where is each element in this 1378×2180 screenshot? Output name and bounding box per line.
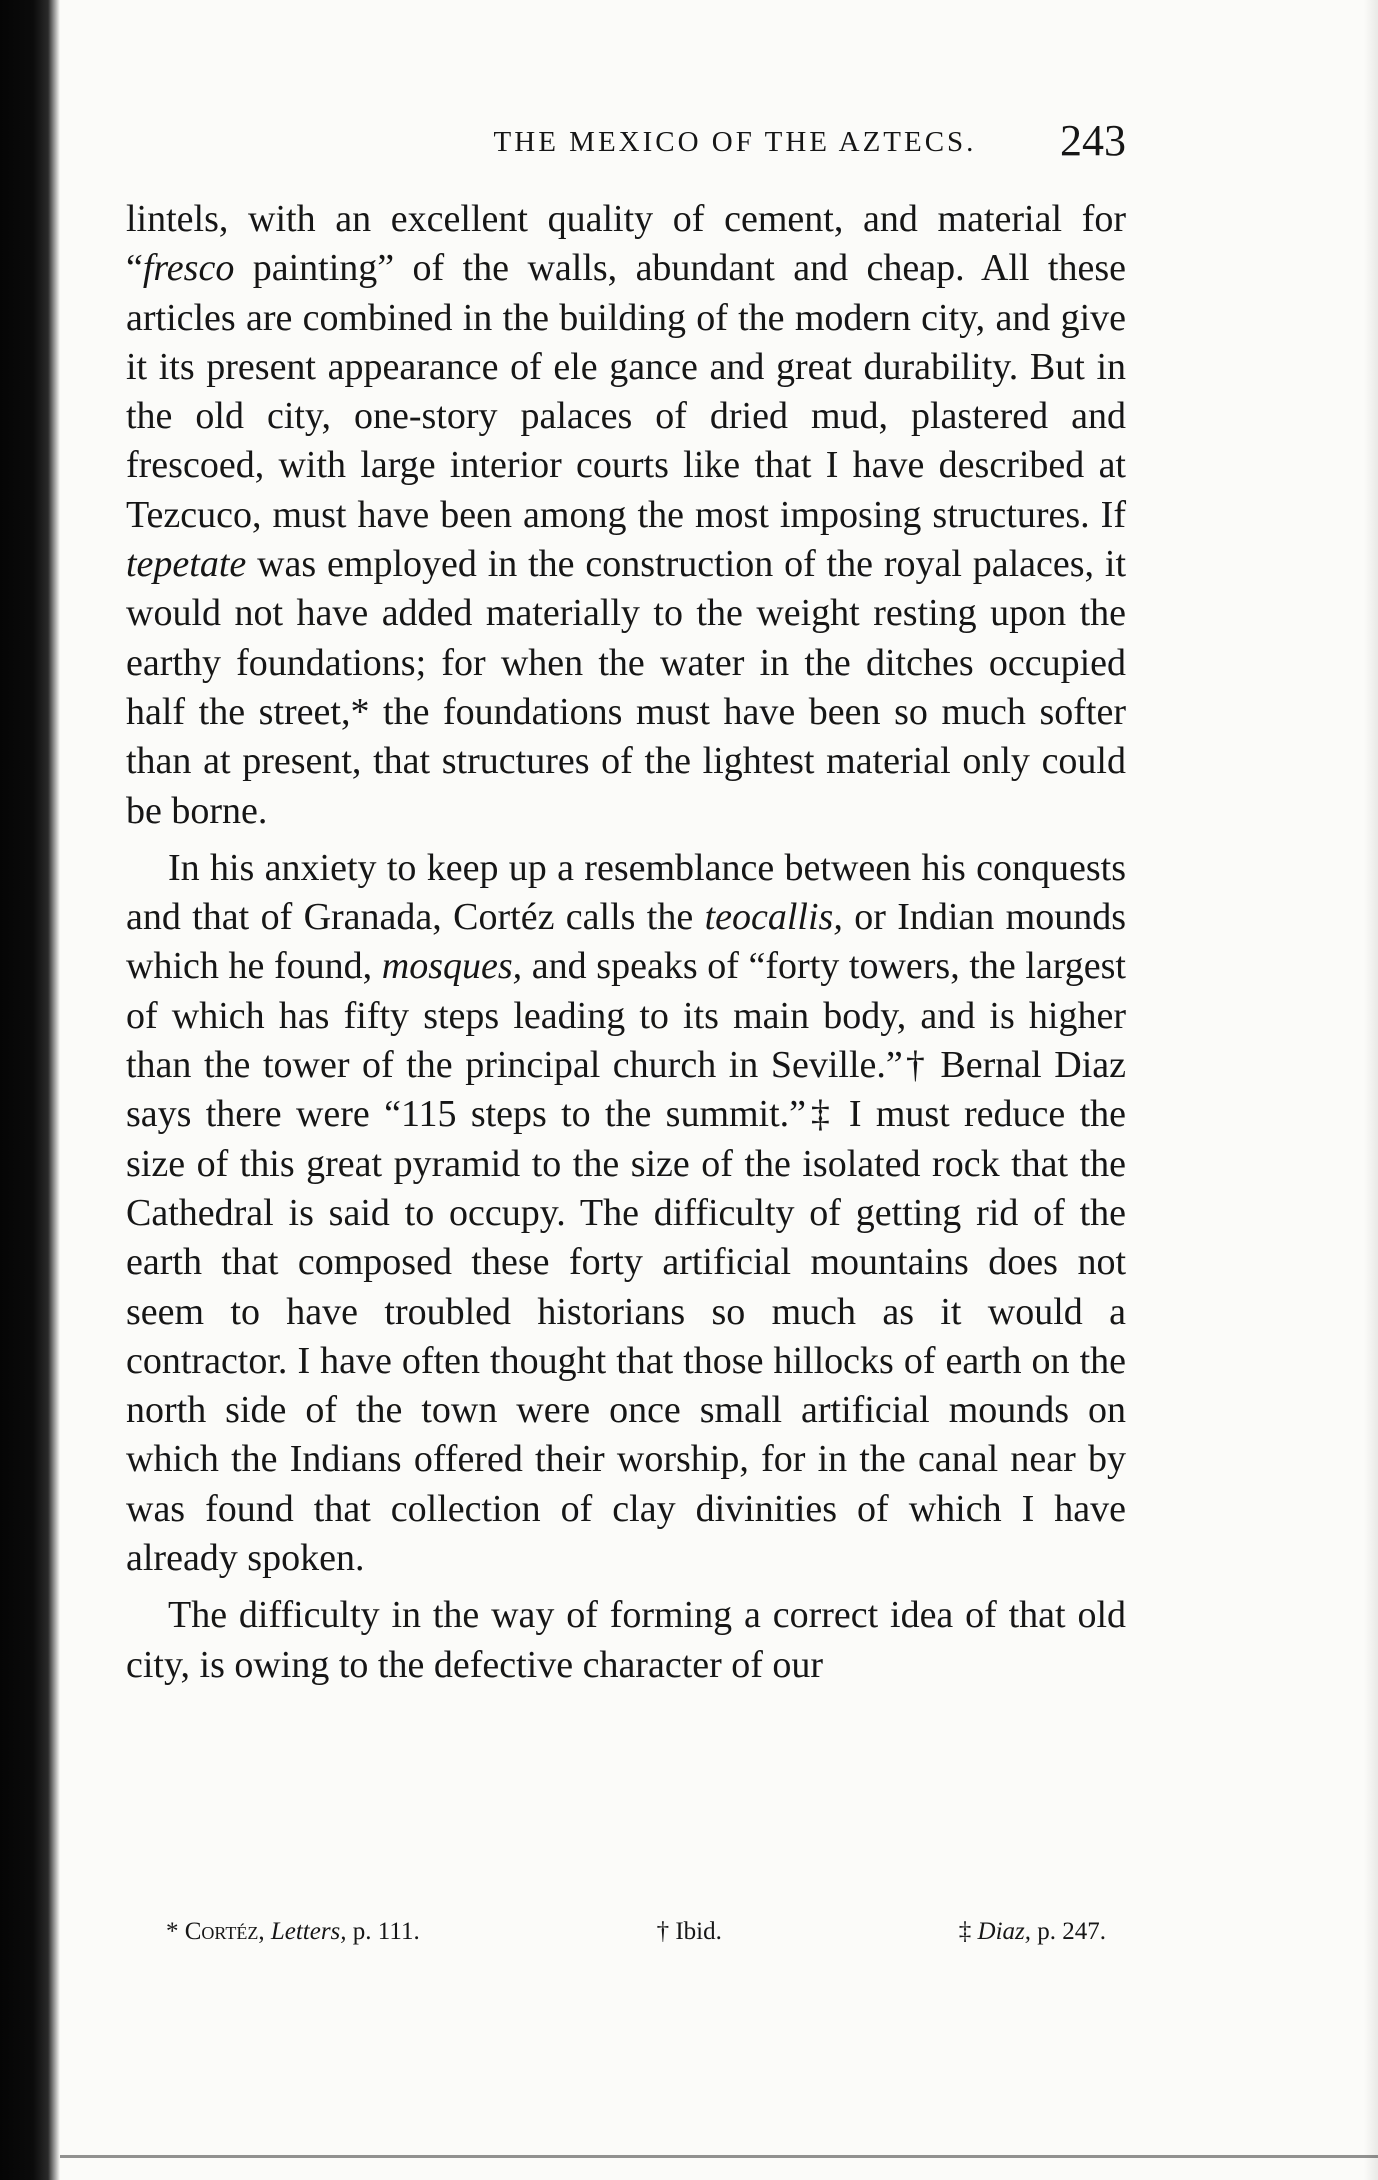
footnotes xyxy=(126,1918,1106,1946)
paragraph: The difficulty in the way of forming a correct idea of that old city, is owing to the defective character of our xyxy=(126,1594,1126,1686)
emphasis: tepetate xyxy=(126,543,247,586)
footnote: * Cortéz, Letters, p. 111. xyxy=(166,1918,420,1945)
footnote: ‡ Diaz, p. 247. xyxy=(958,1918,1106,1945)
paragraph: In his anxiety to keep up a resemblance between his conquests and that of Granada, Cortéz calls the teocallis, or Indian mounds which he found, mosques, and speaks of “forty towers, the largest of which has fifty steps leading to its main body, and is higher than the tower of the principal church in Seville.”† Bernal Diaz says there were “115 steps to the summit.”‡ I must reduce the size of this great pyramid to the size of the isolated rock that the Cathedral is said to occupy. The difficulty of getting rid of the earth that composed these forty artificial mountains does not seem to have troubled historians so much as it would a contractor. I have often thought that those hillocks of earth on the north side of the town were once small artificial mounds on which the Indians offered their worship, for in the canal near by was found that collection of clay divinities of which I have already spoken. xyxy=(126,846,1127,1580)
emphasis: fresco xyxy=(142,247,235,290)
emphasis: mosques, xyxy=(381,945,523,988)
paragraph: lintels, with an excellent quality of cement, and material for “fresco painting” of the walls, abundant and cheap. All these articles are combined in the building of the modern city, and give it its present appearance of ele gance and great durability. But in the old city, one-story palaces of dried mud, plastered and frescoed, with large interior courts like that I have described at Tezcuco, must have been among the most imposing structures. If tepetate was employed in the construction of the royal palaces, it would not have added materially to the weight resting upon the earthy foundations; for when the water in the ditches occupied half the street,* the foundations must have been so much softer than at present, that structures of the lightest material only could be borne. xyxy=(126,198,1126,832)
emphasis: teocallis, xyxy=(704,896,843,939)
page-number: 243 xyxy=(1060,116,1126,165)
body-text xyxy=(126,195,1126,1690)
page-bottom-edge xyxy=(60,2155,1378,2158)
running-head: THE MEXICO OF THE AZTECS. xyxy=(493,126,977,158)
binding-shadow xyxy=(0,0,60,2180)
footnote: † Ibid. xyxy=(656,1918,722,1945)
page-edge xyxy=(1364,0,1378,2180)
